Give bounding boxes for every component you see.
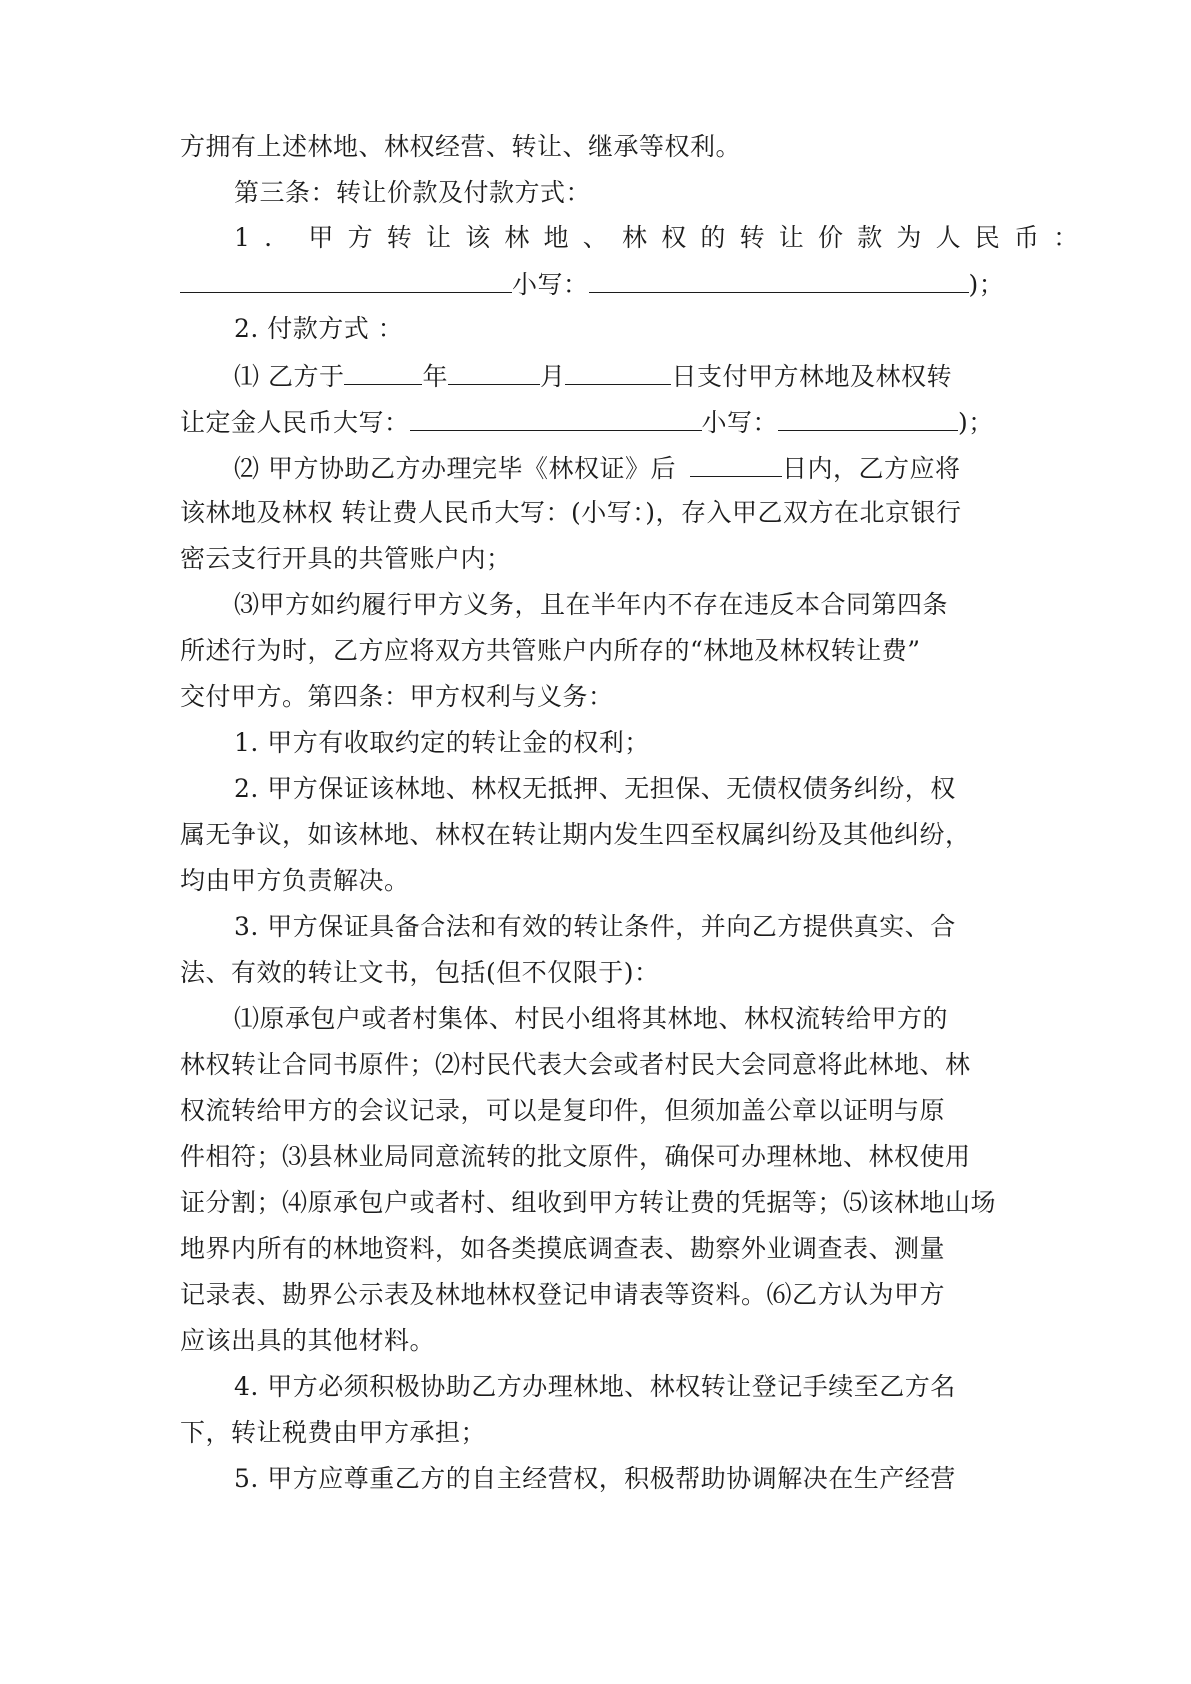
blank-field (344, 358, 422, 385)
text-line: 下，转让税费由甲方承担； (180, 1418, 487, 1447)
text-line: ⑶甲方如约履行甲方义务，且在半年内不存在违反本合同第四条 (234, 590, 949, 619)
blank-field (589, 266, 969, 293)
text-line: 2. 付款方式 ： (234, 314, 404, 343)
text-line: 2. 甲方保证该林地、林权无抵押、无担保、无债权债务纠纷，权 (234, 774, 956, 803)
text-line: 1. 甲方有收取约定的转让金的权利； (234, 728, 650, 757)
blank-field (448, 358, 540, 385)
text-fragment: 月 (539, 362, 566, 391)
text-line: 5. 甲方应尊重乙方的自主经营权，积极帮助协调解决在生产经营 (234, 1464, 956, 1493)
text-line: 3. 甲方保证具备合法和有效的转让条件，并向乙方提供真实、合 (234, 912, 956, 941)
text-line: 属无争议，如该林地、林权在转让期内发生四至权属纠纷及其他纠纷， (180, 820, 971, 849)
text-line: 法、有效的转让文书，包括(但不仅限于)： (180, 958, 660, 987)
text-line: 应该出具的其他材料。 (180, 1326, 436, 1355)
blank-field (565, 358, 671, 385)
blank-field (410, 404, 702, 431)
text-line-date (234, 358, 952, 394)
text-line: 记录表、勘界公示表及林地林权登记申请表等资料。⑹乙方认为甲方 (180, 1280, 946, 1309)
text-line: 交付甲方。第四条：甲方权利与义务： (180, 682, 614, 711)
text-fragment: ⑴ 乙方于 (234, 362, 345, 391)
text-line-deposit (180, 404, 994, 440)
closing-punct: )； (968, 270, 1005, 299)
text-line: 所述行为时，乙方应将双方共管账户内所存的“林地及林权转让费” (180, 636, 921, 665)
text-line-amount (180, 266, 1004, 302)
blank-field (180, 266, 512, 293)
text-line-days (234, 450, 960, 486)
text-line: 方拥有上述林地、林权经营、转让、继承等权利。 (180, 132, 742, 161)
text-line: 均由甲方负责解决。 (180, 866, 410, 895)
text-line: 权流转给甲方的会议记录，可以是复印件，但须加盖公章以证明与原 (180, 1096, 946, 1125)
text-line: 件相符；⑶县林业局同意流转的批文原件，确保可办理林地、林权使用 (180, 1142, 971, 1171)
text-fragment: 日内，乙方应将 (781, 454, 961, 483)
text-fragment: 小写： (701, 408, 779, 437)
text-fragment: 日支付甲方林地及林权转 (671, 362, 952, 391)
text-line: 密云支行开具的共管账户内； (180, 544, 512, 573)
text-fragment: ⑵ 甲方协助乙方办理完毕《林权证》后 (234, 454, 676, 483)
text-fragment: 让定金人民币大写： (180, 408, 410, 437)
text-line: 1. 甲方转让该林地、林权的转让价款为人民币： (234, 223, 1093, 252)
text-fragment: 年 (422, 362, 448, 391)
blank-field (690, 450, 782, 477)
blank-field (778, 404, 958, 431)
section-heading: 第三条：转让价款及付款方式： (234, 178, 592, 207)
label-small-amount: 小写： (512, 270, 589, 299)
text-line: 该林地及林权 转让费人民币大写：(小写：)，存入甲乙双方在北京银行 (180, 498, 962, 527)
text-line: ⑴原承包户或者村集体、村民小组将其林地、林权流转给甲方的 (234, 1004, 949, 1033)
text-line: 4. 甲方必须积极协助乙方办理林地、林权转让登记手续至乙方名 (234, 1372, 956, 1401)
text-fragment: )； (958, 408, 994, 437)
text-line: 林权转让合同书原件；⑵村民代表大会或者村民大会同意将此林地、林 (180, 1050, 971, 1079)
text-line: 地界内所有的林地资料，如各类摸底调查表、勘察外业调查表、测量 (180, 1234, 946, 1263)
text-line: 证分割；⑷原承包户或者村、组收到甲方转让费的凭据等；⑸该林地山场 (180, 1188, 997, 1217)
